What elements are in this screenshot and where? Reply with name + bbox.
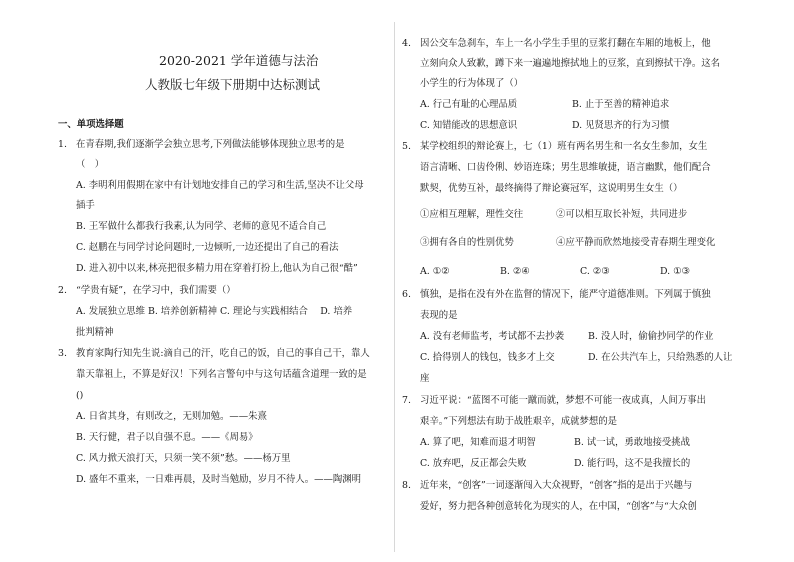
q3-option-a: A. 日省其身，有则改之，无则加勉。——朱熹 (76, 411, 267, 422)
q5-option-d: D. ①③ (660, 266, 690, 277)
q3-option-b: B. 天行健，君子以自强不息。——《周易》 (76, 432, 258, 443)
q8-stem-2: 爱好，努力把各种创意转化为现实的人，在中国，“创客”与“大众创 (420, 501, 697, 512)
q3-option-d: D. 盛年不重来，一日难再晨，及时当勉励，岁月不待人。——陶渊明 (76, 474, 362, 485)
q5-statement-2: ②可以相互取长补短，共同进步 (556, 209, 688, 220)
q6-option-d-cont: 座 (420, 373, 430, 384)
q7-option-d: D. 能行吗，这不是我擅长的 (574, 458, 691, 469)
q6-stem-2: 表现的是 (420, 310, 458, 321)
q5-statement-3: ③拥有各自的性别优势 (420, 237, 514, 248)
q1-option-d: D. 进入初中以来,林亮把很多精力用在穿着打扮上,他认为自己很“酷” (76, 263, 358, 274)
q6-number: 6. (402, 289, 411, 300)
q1-stem: 在青春期,我们逐渐学会独立思考,下列做法能够体现独立思考的是 (76, 139, 345, 150)
q1-option-c: C. 赵鹏在与同学讨论问题时,一边倾听,一边还提出了自己的看法 (76, 242, 339, 253)
q4-option-a: A. 行己有耻的心理品质 (420, 99, 518, 110)
q6-option-d: D. 在公共汽车上，只给熟悉的人让 (588, 352, 733, 363)
q4-option-c: C. 知错能改的思想意识 (420, 120, 518, 131)
q6-stem: 慎独，是指在没有外在监督的情况下，能严守道德准则。下列属于慎独 (420, 289, 711, 300)
exam-subtitle: 人教版七年级下册期中达标测试 (145, 77, 321, 92)
q5-statement-4: ④应平静而欣然地接受青春期生理变化 (556, 237, 716, 248)
q5-number: 5. (402, 141, 411, 152)
q3-stem-3: () (76, 390, 84, 401)
q5-option-c: C. ②③ (580, 266, 610, 277)
q1-stem-blank: （ ） (76, 159, 105, 170)
q1-number: 1. (58, 139, 67, 150)
section-heading: 一、单项选择题 (58, 119, 124, 130)
q7-number: 7. (402, 395, 411, 406)
q3-stem: 教育家陶行知先生说:滴自己的汗，吃自己的饭，自己的事自己干，靠人 (76, 348, 370, 359)
q7-option-a: A. 算了吧，知难而退才明智 (420, 437, 536, 448)
q3-number: 3. (58, 348, 67, 359)
q1-option-b: B. 王军做什么都我行我素,认为同学、老师的意见不适合自己 (76, 221, 327, 232)
q4-option-d: D. 见贤思齐的行为习惯 (572, 120, 670, 131)
column-divider (394, 22, 395, 552)
q5-option-a: A. ①② (420, 266, 450, 277)
q4-option-b: B. 止于至善的精神追求 (572, 99, 670, 110)
q5-statement-1: ①应相互理解，理性交往 (420, 209, 524, 220)
q5-stem-2: 语言清晰、口齿伶俐、妙语连珠；男生思维敏捷，语言幽默，他们配合 (420, 162, 711, 173)
q1-option-a: A. 李明利用假期在家中有计划地安排自己的学习和生活,坚决不让父母 (76, 180, 364, 191)
q2-stem: “学贵有疑”，在学习中，我们需要（） (76, 285, 236, 296)
q4-number: 4. (402, 38, 411, 49)
q2-number: 2. (58, 285, 67, 296)
q2-options: A. 发展独立思维 B. 培养创新精神 C. 理论与实践相结合 D. 培养 (76, 306, 353, 317)
q3-stem-2: 靠天靠祖上，不算是好汉！下列名言警句中与这句话蕴含道理一致的是 (76, 369, 367, 380)
q1-option-a-cont: 插手 (76, 200, 95, 211)
q7-stem: 习近平说：“蓝图不可能一蹴而就，梦想不可能一夜成真，人间万事出 (420, 395, 707, 406)
q3-option-c: C. 风力掀天浪打天，只须一笑不须”愁。——杨万里 (76, 453, 291, 464)
q4-stem-2: 立刻向众人致歉，蹲下来一遍遍地擦拭地上的豆浆，直到擦拭干净。这名 (420, 58, 721, 69)
q4-stem: 因公交车急刹车，车上一名小学生手里的豆浆打翻在车厢的地板上，他 (420, 38, 711, 49)
q5-stem: 某学校组织的辩论赛上，七（1）班有两名男生和一名女生参加，女生 (420, 141, 708, 152)
q4-stem-3: 小学生的行为体现了（） (420, 78, 524, 89)
q5-stem-3: 默契，优势互补，最终摘得了辩论赛冠军，这说明男生女生（） (420, 183, 683, 194)
q6-option-a: A. 没有老师监考，考试都不去抄袭 (420, 331, 564, 342)
q8-number: 8. (402, 480, 411, 491)
q5-option-b: B. ②④ (500, 266, 530, 277)
q8-stem: 近年来，“创客”一词逐渐闯入大众视野，“创客”指的是出于兴趣与 (420, 480, 693, 491)
exam-title: 2020-2021 学年道德与法治 (159, 53, 319, 68)
q7-option-c: C. 放弃吧，反正都会失败 (420, 458, 527, 469)
q6-option-c: C. 拾得别人的钱包，钱多才上交 (420, 352, 555, 363)
q6-option-b: B. 没人时，偷偷抄同学的作业 (588, 331, 714, 342)
q7-stem-2: 艰辛。”下列想法有助于战胜艰辛，成就梦想的是 (420, 416, 617, 427)
q7-option-b: B. 试一试，勇敢地接受挑战 (574, 437, 690, 448)
q2-options-cont: 批判精神 (76, 327, 114, 338)
